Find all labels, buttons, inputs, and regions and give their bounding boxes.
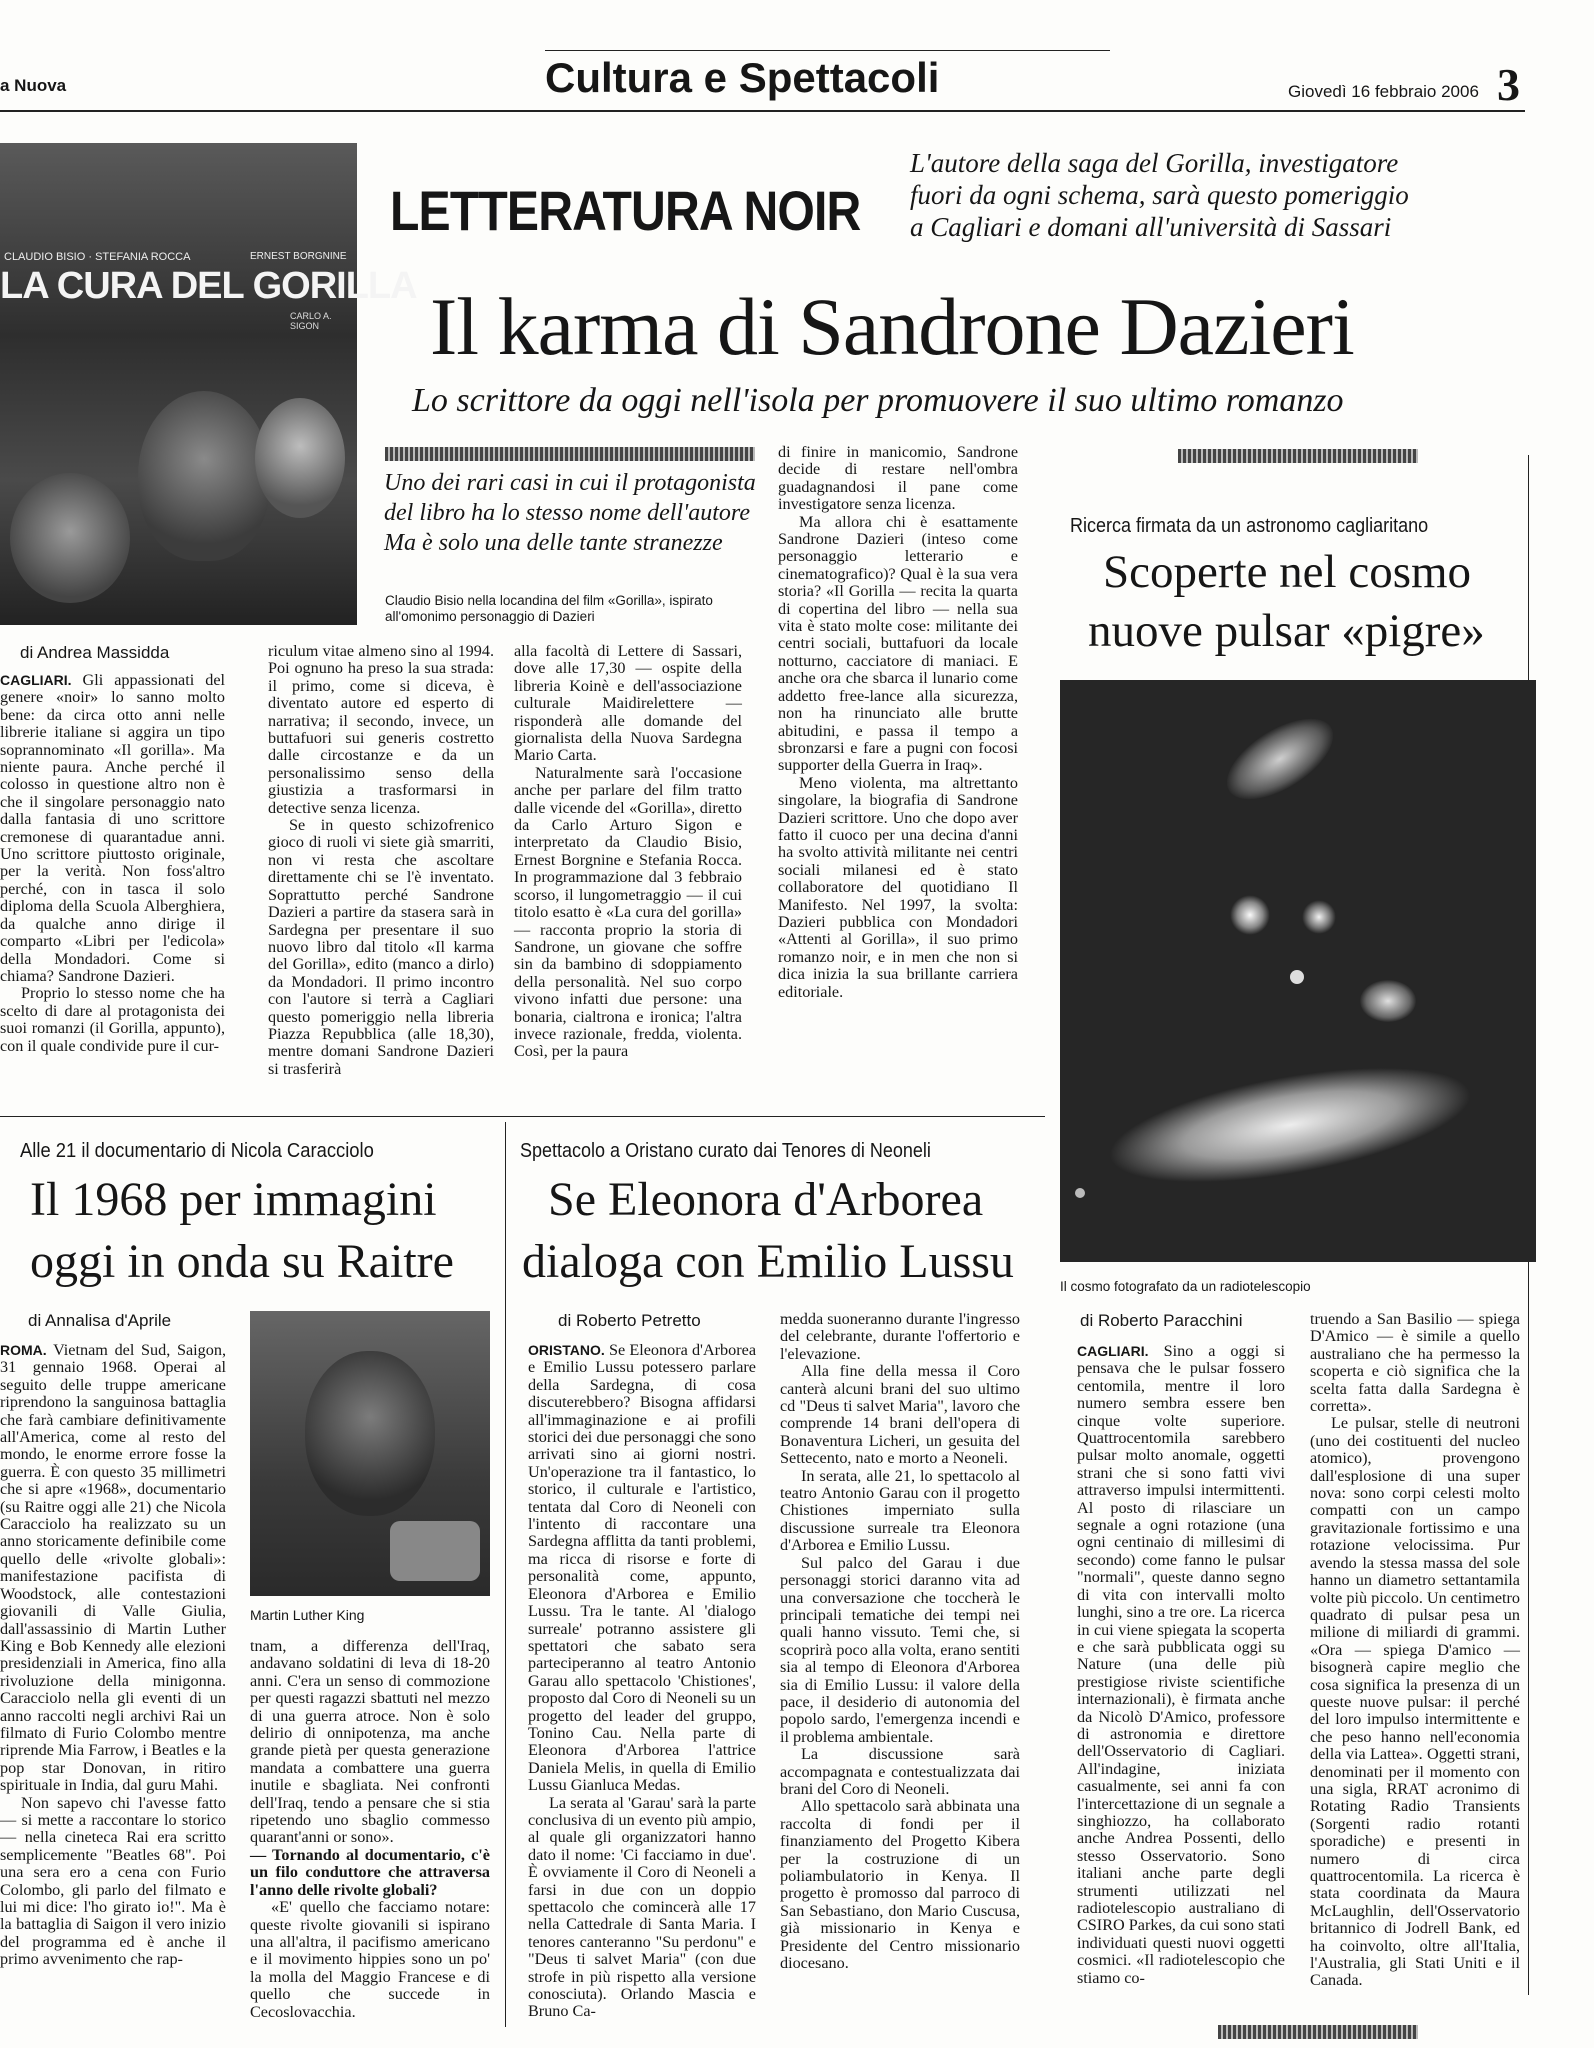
mlk-photo bbox=[250, 1311, 490, 1596]
paragraph: Naturalmente sarà l'occasione anche per parlare del film tratto dalle vicende del «Gorilla», diretto da Carlo Arturo Sigon e interpretato da Claudio Bisio, Ernest Borgnine e Stefania Rocca. In programmazione dal 3 febbraio scorso, il lungometraggio — il cui titolo esatto è «La cura del gorilla» — racconta proprio la storia di Sandrone, un giovane che soffre sin da bambino di sdoppiamento della personalità. Nel suo corpo vivono infatti due persone: una bonaria, cialtrona e ironica; l'altra invece razionale, fredda, violenta. Così, per la paura bbox=[514, 763, 742, 1061]
film-poster-photo bbox=[0, 143, 417, 625]
paragraph: La discussione sarà accompagnata e contestualizzata dai brani del Coro di Neoneli. bbox=[780, 1745, 1020, 1798]
sidebar-bottom-rule bbox=[1218, 2025, 1418, 2039]
story3-headline-line1: Se Eleonora d'Arborea bbox=[548, 1173, 984, 1226]
paragraph: Proprio lo stesso nome che ha scelto di dare al protagonista dei suoi romanzi (il Gorilla, appunto), con il quale condivide pure il cur- bbox=[0, 984, 225, 1055]
lead-kicker: LETTERATURA NOIR bbox=[390, 179, 861, 242]
sidebar-headline-line2: nuove pulsar «pigre» bbox=[1088, 605, 1485, 657]
lead-column-4 bbox=[778, 444, 1018, 1001]
poster-film-title: LA CURA DEL GORILLA bbox=[0, 265, 417, 307]
poster-caption: Claudio Bisio nella locandina del film «Gorilla», ispirato all'omonimo personaggio di Dazieri bbox=[385, 593, 713, 624]
masthead-paper-name: a Nuova bbox=[0, 76, 67, 95]
sidebar-byline: di Roberto Paracchini bbox=[1080, 1311, 1243, 1330]
story2-headline-line1: Il 1968 per immagini bbox=[30, 1173, 437, 1226]
telescope-photo-caption: Il cosmo fotografato da un radiotelescopio bbox=[1060, 1279, 1311, 1294]
lead-byline: di Andrea Massidda bbox=[20, 643, 170, 662]
dateline-city: CAGLIARI. bbox=[1077, 1343, 1149, 1359]
poster-face bbox=[138, 391, 270, 561]
lead-column-2 bbox=[268, 643, 494, 1078]
sidebar-top-rule bbox=[1178, 449, 1418, 463]
poster-face-left bbox=[10, 473, 130, 603]
story2-byline: di Annalisa d'Aprile bbox=[28, 1311, 172, 1330]
dateline-city: ROMA. bbox=[0, 1342, 47, 1358]
paragraph: Se Eleonora d'Arborea e Emilio Lussu potessero parlare della Sardegna, di cosa discuterebbero? Bisogna affidarsi all'immaginazione e ai profili storici dei due personaggi che sono arrivati sino ai giorni nostri. Un'operazione tra il fantastico, lo storico, il culturale e l'artistico, tentata dal Coro di Neoneli con l'intento di raccontare una Sardegna afflitta da tanti problemi, ma ricca di risorse e forte di personalità come, appunto, Eleonora d'Arborea e Emilio Lussu. Tra le tante. Al 'dialogo surreale' potranno assistere gli spettatori che sabato sera parteciperanno al teatro Antonio Garau allo spettacolo 'Chistiones', proposto dal Coro di Neoneli su un progetto del leader del gruppo, Tonino Cau. Nella parte di Eleonora d'Arborea l'attrice Daniela Melis, in quella di Emilio Lussu Gianluca Medas. bbox=[528, 1341, 757, 1795]
lead-callout: Uno dei rari casi in cui il protagonista del libro ha lo stesso nome dell'autore Ma è solo una delle tante stranezze bbox=[384, 470, 756, 556]
paragraph: Sino a oggi si pensava che le pulsar fossero centomila, mentre il loro numero sembra essere ben cinque volte superiore. Quattrocentomila sarebbero pulsar molto anomale, oggetti strani che si sono fatti vivi attraverso impulsi intermittenti. Al posto di rilasciare un segnale a ogni rotazione (una ogni centinaio di millesimi di secondo) come fanno le pulsar "normali", queste danno segno di vita con intervalli molto lunghi, sino a tre ore. La ricerca in cui viene spiegata la scoperta e che sarà pubblicata oggi su Nature (una delle più prestigiose riviste scientifiche internazionali), è firmata anche da Nicolò D'Amico, professore di astronomia e direttore dell'Osservatorio di Cagliari. All'indagine, iniziata casualmente, sei anni fa con l'intercettazione di un segnale a singhiozzo, ha collaborato anche Andrea Possenti, dello stesso Osservatorio. Sono italiani anche parte degli strumenti utilizzati nel radiotelescopio australiano di CSIRO Parkes, da cui sono stati individuati questi nuovi oggetti cosmici. «Il radiotelescopio che stiamo co- bbox=[1077, 1342, 1285, 1987]
paragraph: medda suoneranno durante l'ingresso del celebrante, durante l'offertorio e l'elevazione. bbox=[780, 1310, 1020, 1363]
sidebar-column-2 bbox=[1310, 1311, 1520, 1990]
interview-question: — Tornando al documentario, c'è un filo conduttore che attraversa l'anno delle rivolte globali? bbox=[250, 1845, 490, 1899]
story3-kicker: Spettacolo a Oristano curato dai Tenores di Neoneli bbox=[520, 1140, 931, 1162]
poster-director: CARLO A. SIGON bbox=[290, 311, 332, 331]
lead-column-3 bbox=[514, 643, 742, 1061]
paragraph: di finire in manicomio, Sandrone decide di restare nell'ombra guadagnandosi il pane come investigatore senza licenza. bbox=[778, 443, 1018, 514]
page-number: 3 bbox=[1497, 59, 1520, 110]
sidebar-kicker: Ricerca firmata da un astronomo cagliaritano bbox=[1070, 515, 1429, 537]
paragraph: La serata al 'Garau' sarà la parte conclusiva di un evento più ampio, al quale gli organizzatori hanno dato il nome: 'Ci facciamo in due'. È ovviamente il Coro di Neoneli a farsi in due con un doppio spettacolo che comincerà alle 17 nella Cattedrale di Santa Maria. I tenores canteranno "Su perdonu" e "Deus ti salvet Maria" (con due strofe in più rispetto alla versione conosciuta). Orlando Mascia e Bruno Ca- bbox=[528, 1793, 756, 2021]
story2-kicker: Alle 21 il documentario di Nicola Caracciolo bbox=[20, 1140, 374, 1162]
lead-subhead: Lo scrittore da oggi nell'isola per promuovere il suo ultimo romanzo bbox=[412, 382, 1344, 419]
paragraph: alla facoltà di Lettere di Sassari, dove alle 17,30 — ospite della libreria Koinè e dell'associazione culturale Maidirelettere — risponderà alle domande del giornalista della Nuova Sardegna Mario Carta. bbox=[514, 642, 742, 765]
lead-column-1 bbox=[0, 672, 225, 1055]
paragraph: Gli appassionati del genere «noir» lo sanno molto bene: da circa otto anni nelle librerie italiane si aggira un tipo soprannominato «Il gorilla». Ma niente paura. Anche perché il colosso in questione altro non è che il singolare personaggio nato dalla fantasia di uno scrittore cremonese di quarantadue anni. Uno scrittore piuttosto originale, per la verità. Non foss'altro perché, con in tasca il solo diploma della Scuola Alberghiera, da qualche anno dirige il comparto «Libri per l'edicola» della Mondadori. Come si chiama? Sandrone Dazieri. bbox=[0, 671, 225, 985]
sidebar-headline-line1: Scoperte nel cosmo bbox=[1103, 546, 1472, 598]
story2-column-1 bbox=[0, 1342, 226, 1969]
story3-headline-line2: dialoga con Emilio Lussu bbox=[522, 1235, 1014, 1288]
paragraph: Allo spettacolo sarà abbinata una raccolta di fondi per il finanziamento del Progetto Kibera per la costruzione di un poliambulatorio in Kenya. Il progetto è promosso dal parroco di San Sebastiano, don Mario Cuscusa, già missionario in Kenya e Presidente del Centro missionario diocesano. bbox=[780, 1797, 1020, 1973]
story2-headline-line2: oggi in onda su Raitre bbox=[30, 1235, 454, 1288]
section-title: Cultura e Spettacoli bbox=[545, 54, 940, 101]
story3-byline: di Roberto Petretto bbox=[558, 1311, 701, 1330]
issue-date: Giovedì 16 febbraio 2006 bbox=[1288, 82, 1479, 101]
callout-rule bbox=[385, 447, 755, 461]
paragraph: tnam, a differenza dell'Iraq, andavano soldatini di leva di 18-20 anni. C'era un senso di commozione per questi ragazzi sbattuti nel mezzo di una guerra atroce. Non è solo delirio di onnipotenza, ma anche grande pietà per questa generazione mandata a combattere una guerra inutile e sbagliata. Nei confronti dell'Iraq, tendo a pensare che si stia ripetendo uno sbaglio commesso quarant'anni or sono». bbox=[250, 1637, 490, 1847]
story3-column-1 bbox=[528, 1342, 756, 2021]
paragraph: In serata, alle 21, lo spettacolo al teatro Antonio Garau con il progetto Chistiones imperniato sulla discussione surreale tra Eleonora d'Arborea e Emilio Lussu. bbox=[780, 1466, 1020, 1555]
dateline-city: ORISTANO. bbox=[528, 1342, 605, 1358]
paragraph: «E' quello che facciamo notare: queste rivolte giovanili si ispirano una all'altra, il pacifismo americano e il movimento hippies sono un po' la molla del Maggio Francese e di quello che succede in Cecoslovacchia. bbox=[250, 1898, 490, 2021]
lead-deck: L'autore della saga del Gorilla, investigatore fuori da ogni schema, sarà questo pomeriggio a Cagliari e domani all'università di Sassari bbox=[910, 148, 1409, 242]
sidebar-column-1 bbox=[1077, 1343, 1285, 1987]
mlk-photo-caption: Martin Luther King bbox=[250, 1607, 365, 1623]
paragraph: riculum vitae almeno sino al 1994. Poi ognuno ha preso la sua strada: il primo, come si diceva, è diventato autore ed esperto di narrativa; il secondo, invece, un buttafuori sui generis costretto dalle circostanze e da un personalissimo senso della giustizia a trasformarsi in detective senza licenza. bbox=[268, 642, 494, 817]
poster-face-right bbox=[255, 398, 345, 518]
poster-cast-names-right: ERNEST BORGNINE bbox=[250, 251, 347, 262]
paragraph: Meno violenta, ma altrettanto singolare, la biografia di Sandrone Dazieri scrittore. Uno che dopo aver fatto il cuoco per una decina d'anni ha svolto attività militante nei centri sociali milanesi ed è stato collaboratore del quotidiano Il Manifesto. Nel 1997, la svolta: Dazieri pubblica con Mondadori «Attenti al Gorilla», il suo primo romanzo noir, e in men che non si dica inizia la sua brillante carriera editoriale. bbox=[778, 773, 1018, 1001]
paragraph: Se in questo schizofrenico gioco di ruoli vi siete già smarriti, non vi resta che ascoltare direttamente chi se l'è inventato. Soprattutto perché Sandrone Dazieri a partire da stasera sarà in Sardegna per presentare il suo nuovo libro dal titolo «Il karma del Gorilla», edito (manco a dirlo) da Mondadori. Il primo incontro con l'autore si terrà a Cagliari questo pomeriggio nella libreria Piazza Repubblica (alle 18,30), mentre domani Sandrone Dazieri si trasferirà bbox=[268, 816, 494, 1078]
paragraph: truendo a San Basilio — spiega D'Amico — è simile a quello australiano che ha permesso la scoperta e ciò significa che la scelta fatta dalla Sardegna è corretta». bbox=[1310, 1310, 1520, 1416]
paragraph: Alla fine della messa il Coro canterà alcuni brani del suo ultimo cd "Deus ti salvet Maria", lavoro che comprende 14 brani dell'opera di Bonaventura Licheri, un gesuita del Settecento, nato e morto a Neoneli. bbox=[780, 1362, 1020, 1468]
paragraph: Ma allora chi è esattamente Sandrone Dazieri (inteso come personaggio letterario e cinematografico)? Qual è la sua vera storia? «Il Gorilla — recita la quarta di copertina del libro — nella sua vita è stato molte cose: militante dei centri sociali, buttafuori da locale notturno, cacciatore di maniaci. E anche ora che sbarca il lunario come addetto free-lance alla sicurezza, non ha rinunciato alle brutte abitudini, e passa il tempo a sbronzarsi e fare a pugni con focosi supporter della Guerra in Iraq». bbox=[778, 512, 1018, 775]
story3-column-2 bbox=[780, 1311, 1020, 1972]
paragraph: Le pulsar, stelle di neutroni (uno dei costituenti del nucleo atomico), provengono dall'esplosione di una super nova: sono corpi celesti molto compatti con un campo gravitazionale fortissimo e una rotazione velocissima. Pur avendo la stessa massa del sole hanno un diametro settantamila volte più piccolo. Un centimetro quadrato di pulsar pesa un milione di miliardi di grammi. «Ora — spiega D'amico — bisognerà capire meglio che cosa significa la presenza di un queste nuove pulsar: il perché del loro impulso intermittente e che peso hanno nell'economia della via Lattea». Oggetti strani, denominati per il momento con una sigla, RRAT acronimo di Rotating Radio Transients (Sorgenti radio rotanti sporadiche) e presenti in numero di circa quattrocentomila. La ricerca è stata coordinata da Maura McLaughlin, dell'Osservatorio britannico di Jodrell Bank, ed ha coinvolto, oltre all'Italia, l'Australia, gli Stati Uniti e il Canada. bbox=[1310, 1414, 1520, 1990]
paragraph: Non sapevo chi l'avesse fatto — si mette a raccontare lo storico — nella cineteca Rai era scritto semplicemente "Beatles 68". Poi una sera ero a cena con Furio Colombo, gli parlo del filmato e lui mi dice: l'ho girato io!". Ma è la battaglia di Saigon il vero inizio del programma ed è anche il primo avvenimento che rap- bbox=[0, 1793, 226, 1969]
dateline-city: CAGLIARI. bbox=[0, 672, 72, 688]
radio-telescope-photo bbox=[1060, 680, 1536, 1262]
story2-column-2 bbox=[250, 1638, 490, 2021]
poster-cast-names: CLAUDIO BISIO · STEFANIA ROCCA bbox=[4, 251, 191, 263]
paragraph: Vietnam del Sud, Saigon, 31 gennaio 1968. Operai al seguito delle truppe americane riprendono la sanguinosa battaglia che farà cambiare definitivamente all'America, come al resto del mondo, le enorme errore fosse la guerra. È con questo 35 millimetri che si apre «1968», documentario (su Raitre oggi alle 21) che Nicola Caracciolo ha realizzato su un anno storicamente definibile come quello delle «rivolte globali»: manifestazione pacifista di Woodstock, alle contestazioni giovanili di Valle Giulia, dall'assassinio di Martin Luther King e Bob Kennedy alle elezioni presidenziali in America, fino alla rivoluzione della minigonna. Caracciolo nella gli eventi di un anno raccolti negli archivi Rai un filmato di Furio Colombo mentre riprende Mia Farrow, i Beatles e la pop star Donovan, in ritiro spirituale in India, dal guru Mahi. bbox=[0, 1341, 226, 1795]
paragraph: Sul palco del Garau i due personaggi storici daranno vita ad una conversazione che toccherà le principali tematiche dei tempi nei quali hanno vissuto. Temi che, si scoprirà poco alla volta, erano sentiti sia al tempo di Eleonora d'Arborea sia di Emilio Lussu: il valore della pace, il desiderio di autonomia del popolo sardo, l'emergenza incendi e il problema ambientale. bbox=[780, 1553, 1020, 1746]
lead-headline: Il karma di Sandrone Dazieri bbox=[430, 281, 1354, 372]
